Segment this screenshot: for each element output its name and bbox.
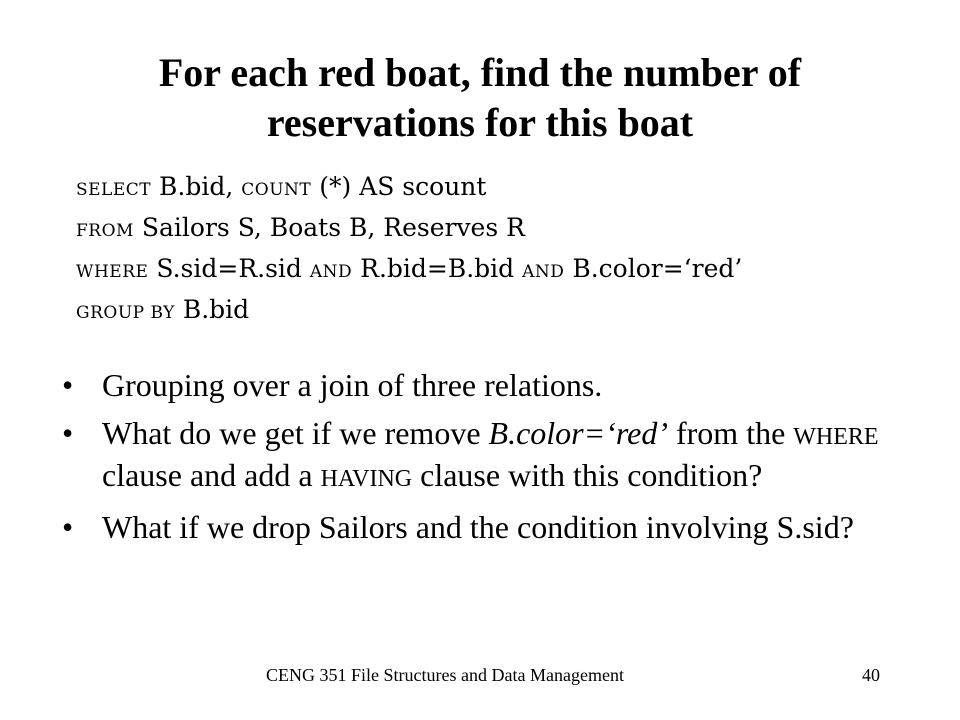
bullet-item <box>62 414 882 498</box>
sql-keyword-from: FROM <box>76 221 134 241</box>
footer-course-title: CENG 351 File Structures and Data Management <box>266 665 624 685</box>
title-line-1: For each red boat, find the number of <box>158 50 802 95</box>
bullet-text-part: from the <box>667 415 794 451</box>
sql-where-cond-1: S.sid=R.sid <box>148 254 310 283</box>
bullet-text-condition: B.color=‘red’ <box>488 415 668 451</box>
bullet-text: Grouping over a join of three relations. <box>102 367 603 403</box>
sql-select-alias: (*) AS scount <box>311 172 487 201</box>
sql-from-line <box>76 209 906 250</box>
bullet-marker: • <box>62 367 74 403</box>
sql-keyword-and-1: AND <box>309 262 353 282</box>
sql-from-tables: Sailors S, Boats B, Reserves R <box>133 213 525 242</box>
bullet-marker: • <box>62 509 74 545</box>
bullet-item <box>62 508 882 546</box>
sql-select-columns: B.bid, <box>151 172 242 201</box>
bullet-item <box>62 366 882 404</box>
sql-keyword-count: COUNT <box>241 180 312 200</box>
sql-select-line <box>76 168 906 209</box>
sql-where-cond-2: R.bid=B.bid <box>352 254 523 283</box>
sql-where-cond-3: B.color=‘red’ <box>564 254 743 283</box>
bullet-keyword-having: HAVING <box>320 466 413 492</box>
bullet-text-part: What do we get if we remove <box>102 415 489 451</box>
bullet-marker: • <box>62 415 74 451</box>
title-line-2: reservations for this boat <box>266 100 694 145</box>
sql-keyword-where: WHERE <box>76 262 149 282</box>
bullet-text: What if we drop Sailors and the condition involving S.sid? <box>102 509 854 545</box>
bullet-list <box>62 366 882 556</box>
sql-keyword-select: SELECT <box>76 180 152 200</box>
bullet-text-part: clause with this condition? <box>412 457 763 493</box>
bullet-keyword-where: WHERE <box>793 424 879 450</box>
page-number: 40 <box>862 665 880 685</box>
sql-keyword-group-by: GROUP BY <box>76 303 175 323</box>
sql-query <box>76 168 906 332</box>
sql-group-by-column: B.bid <box>174 295 250 324</box>
sql-keyword-and-2: AND <box>522 262 565 282</box>
sql-group-by-line <box>76 291 906 332</box>
bullet-text-part: clause and add a <box>102 457 321 493</box>
slide-title <box>80 48 880 148</box>
sql-where-line <box>76 250 906 291</box>
